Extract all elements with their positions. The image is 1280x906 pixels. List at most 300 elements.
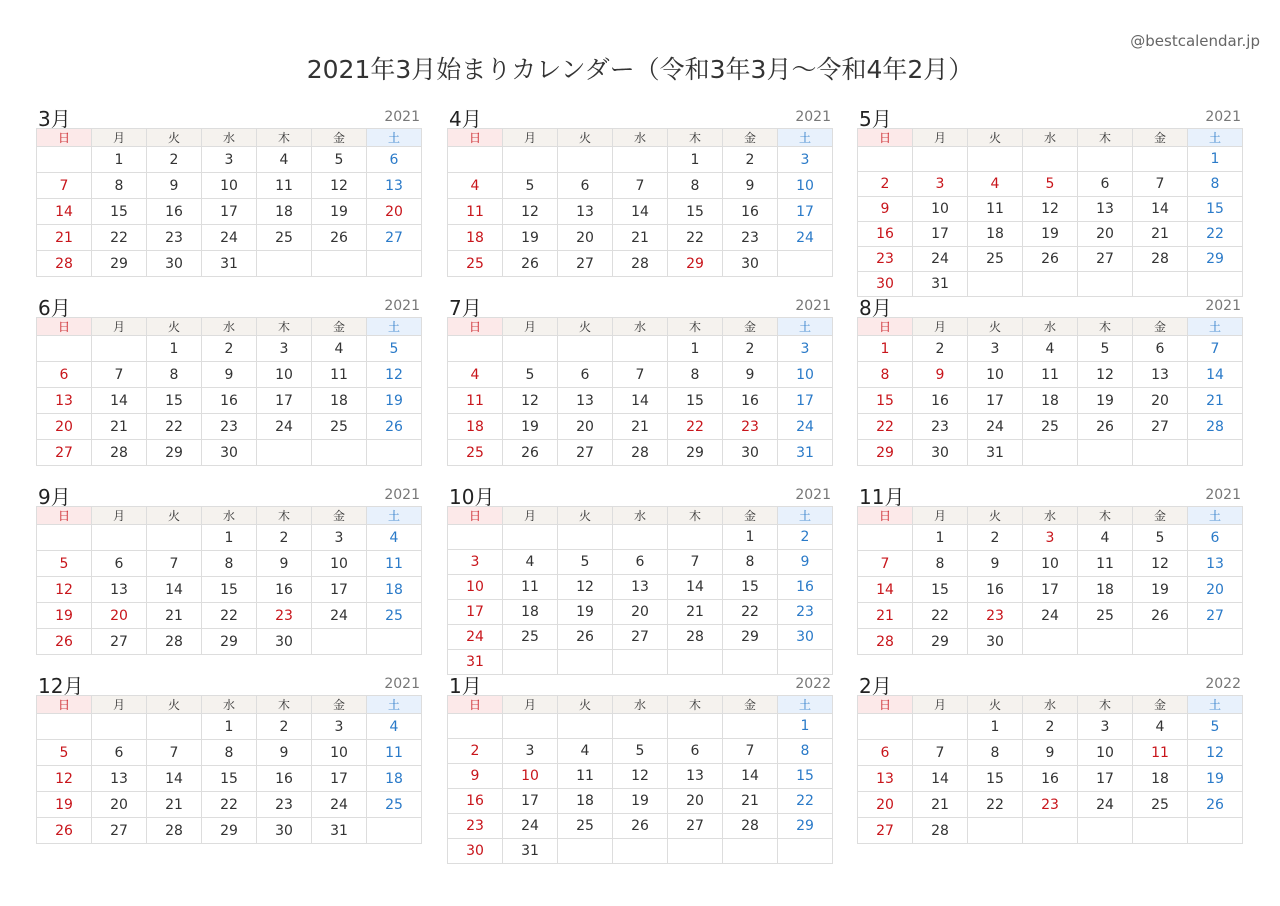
- weekday-header: 日: [858, 129, 913, 147]
- month-year: 2021: [1205, 487, 1241, 503]
- empty-cell: [778, 839, 833, 864]
- day-cell: 8: [723, 550, 778, 575]
- day-cell: 30: [448, 839, 503, 864]
- week-row: [858, 197, 1243, 222]
- month-header: [857, 296, 1243, 320]
- empty-cell: [668, 650, 723, 675]
- weekday-header: 水: [613, 507, 668, 525]
- weekday-header: 土: [1188, 696, 1243, 714]
- empty-cell: [37, 525, 92, 551]
- day-cell: 11: [448, 199, 503, 225]
- month-table: [36, 317, 422, 466]
- day-cell: 15: [668, 199, 723, 225]
- empty-cell: [558, 525, 613, 550]
- empty-cell: [448, 714, 503, 739]
- day-cell: 23: [913, 414, 968, 440]
- day-cell: 3: [968, 336, 1023, 362]
- empty-cell: [613, 336, 668, 362]
- week-row: [448, 714, 833, 739]
- weekday-header: 火: [558, 318, 613, 336]
- day-cell: 23: [778, 600, 833, 625]
- day-cell: 18: [503, 600, 558, 625]
- site-credit: @bestcalendar.jp: [1130, 32, 1260, 50]
- week-row: [448, 739, 833, 764]
- week-row: [858, 551, 1243, 577]
- weekday-header: 土: [367, 129, 422, 147]
- day-cell: 7: [613, 362, 668, 388]
- day-cell: 25: [1023, 414, 1078, 440]
- day-cell: 19: [1023, 222, 1078, 247]
- weekday-header: 木: [668, 507, 723, 525]
- weekday-header: 水: [202, 129, 257, 147]
- month-name: 4月: [449, 107, 482, 131]
- day-cell: 22: [668, 414, 723, 440]
- day-cell: 16: [257, 766, 312, 792]
- day-cell: 25: [1133, 792, 1188, 818]
- day-cell: 6: [613, 550, 668, 575]
- day-cell: 27: [1188, 603, 1243, 629]
- empty-cell: [558, 336, 613, 362]
- month-table: [447, 506, 833, 675]
- day-cell: 1: [147, 336, 202, 362]
- weekday-header-row: [37, 318, 422, 336]
- day-cell: 22: [92, 225, 147, 251]
- month-header: [36, 485, 422, 509]
- month-year: 2021: [1205, 298, 1241, 314]
- empty-cell: [1133, 147, 1188, 172]
- day-cell: 10: [778, 173, 833, 199]
- empty-cell: [147, 525, 202, 551]
- day-cell: 3: [312, 714, 367, 740]
- day-cell: 30: [723, 251, 778, 277]
- day-cell: 30: [913, 440, 968, 466]
- weekday-header: 金: [723, 507, 778, 525]
- day-cell: 12: [1188, 740, 1243, 766]
- month-block: [857, 297, 1243, 466]
- empty-cell: [503, 650, 558, 675]
- day-cell: 16: [1023, 766, 1078, 792]
- day-cell: 27: [668, 814, 723, 839]
- day-cell: 1: [92, 147, 147, 173]
- month-year: 2021: [1205, 109, 1241, 125]
- day-cell: 19: [367, 388, 422, 414]
- month-name: 6月: [38, 296, 71, 320]
- day-cell: 25: [968, 247, 1023, 272]
- weekday-header: 水: [1023, 129, 1078, 147]
- day-cell: 14: [147, 766, 202, 792]
- day-cell: 25: [312, 414, 367, 440]
- day-cell: 8: [92, 173, 147, 199]
- weekday-header: 土: [367, 318, 422, 336]
- week-row: [448, 173, 833, 199]
- day-cell: 17: [913, 222, 968, 247]
- day-cell: 14: [92, 388, 147, 414]
- day-cell: 21: [1133, 222, 1188, 247]
- day-cell: 19: [503, 225, 558, 251]
- weekday-header: 金: [723, 318, 778, 336]
- empty-cell: [778, 251, 833, 277]
- day-cell: 22: [147, 414, 202, 440]
- week-row: [858, 818, 1243, 844]
- day-cell: 8: [778, 739, 833, 764]
- empty-cell: [968, 818, 1023, 844]
- day-cell: 31: [202, 251, 257, 277]
- empty-cell: [613, 839, 668, 864]
- day-cell: 28: [613, 440, 668, 466]
- day-cell: 5: [367, 336, 422, 362]
- day-cell: 29: [913, 629, 968, 655]
- week-row: [858, 336, 1243, 362]
- weekday-header: 月: [503, 318, 558, 336]
- day-cell: 24: [448, 625, 503, 650]
- day-cell: 26: [1078, 414, 1133, 440]
- day-cell: 6: [92, 551, 147, 577]
- weekday-header: 金: [1133, 129, 1188, 147]
- weekday-header: 金: [1133, 696, 1188, 714]
- day-cell: 25: [257, 225, 312, 251]
- empty-cell: [613, 525, 668, 550]
- week-row: [37, 818, 422, 844]
- day-cell: 18: [448, 414, 503, 440]
- empty-cell: [37, 714, 92, 740]
- day-cell: 24: [968, 414, 1023, 440]
- day-cell: 1: [668, 336, 723, 362]
- day-cell: 2: [257, 714, 312, 740]
- day-cell: 26: [613, 814, 668, 839]
- month-name: 7月: [449, 296, 482, 320]
- day-cell: 17: [202, 199, 257, 225]
- day-cell: 18: [1133, 766, 1188, 792]
- day-cell: 16: [723, 388, 778, 414]
- month-name: 9月: [38, 485, 71, 509]
- day-cell: 17: [257, 388, 312, 414]
- empty-cell: [367, 818, 422, 844]
- month-block: [447, 675, 833, 864]
- day-cell: 15: [913, 577, 968, 603]
- day-cell: 31: [503, 839, 558, 864]
- day-cell: 13: [558, 388, 613, 414]
- day-cell: 24: [913, 247, 968, 272]
- month-block: [447, 108, 833, 277]
- day-cell: 7: [723, 739, 778, 764]
- day-cell: 31: [448, 650, 503, 675]
- day-cell: 20: [558, 414, 613, 440]
- day-cell: 23: [723, 414, 778, 440]
- day-cell: 6: [1133, 336, 1188, 362]
- day-cell: 11: [1078, 551, 1133, 577]
- empty-cell: [778, 650, 833, 675]
- month-name: 3月: [38, 107, 71, 131]
- empty-cell: [668, 525, 723, 550]
- day-cell: 23: [723, 225, 778, 251]
- day-cell: 27: [858, 818, 913, 844]
- month-year: 2021: [795, 298, 831, 314]
- day-cell: 25: [503, 625, 558, 650]
- month-name: 11月: [859, 485, 905, 509]
- empty-cell: [913, 147, 968, 172]
- weekday-header: 木: [1078, 318, 1133, 336]
- week-row: [448, 550, 833, 575]
- week-row: [448, 362, 833, 388]
- week-row: [37, 525, 422, 551]
- day-cell: 3: [778, 336, 833, 362]
- day-cell: 11: [257, 173, 312, 199]
- day-cell: 18: [1023, 388, 1078, 414]
- day-cell: 3: [202, 147, 257, 173]
- weekday-header: 月: [913, 318, 968, 336]
- week-row: [858, 222, 1243, 247]
- day-cell: 2: [778, 525, 833, 550]
- week-row: [448, 814, 833, 839]
- day-cell: 9: [778, 550, 833, 575]
- weekday-header: 木: [1078, 507, 1133, 525]
- day-cell: 7: [1188, 336, 1243, 362]
- day-cell: 18: [257, 199, 312, 225]
- empty-cell: [1188, 629, 1243, 655]
- month-block: [857, 675, 1243, 844]
- day-cell: 10: [1023, 551, 1078, 577]
- day-cell: 2: [858, 172, 913, 197]
- month-header: [447, 107, 833, 131]
- day-cell: 5: [503, 362, 558, 388]
- day-cell: 4: [968, 172, 1023, 197]
- week-row: [37, 792, 422, 818]
- weekday-header: 土: [367, 507, 422, 525]
- day-cell: 29: [202, 629, 257, 655]
- day-cell: 21: [37, 225, 92, 251]
- day-cell: 5: [1078, 336, 1133, 362]
- day-cell: 10: [968, 362, 1023, 388]
- day-cell: 4: [448, 362, 503, 388]
- day-cell: 22: [913, 603, 968, 629]
- day-cell: 4: [1133, 714, 1188, 740]
- weekday-header: 土: [1188, 507, 1243, 525]
- day-cell: 8: [202, 551, 257, 577]
- day-cell: 6: [668, 739, 723, 764]
- empty-cell: [147, 714, 202, 740]
- empty-cell: [1078, 147, 1133, 172]
- week-row: [448, 199, 833, 225]
- day-cell: 10: [1078, 740, 1133, 766]
- month-block: [36, 486, 422, 655]
- day-cell: 27: [558, 251, 613, 277]
- month-block: [447, 486, 833, 675]
- day-cell: 17: [778, 199, 833, 225]
- month-year: 2021: [384, 676, 420, 692]
- day-cell: 19: [503, 414, 558, 440]
- day-cell: 9: [257, 740, 312, 766]
- empty-cell: [1133, 440, 1188, 466]
- empty-cell: [503, 336, 558, 362]
- empty-cell: [613, 147, 668, 173]
- week-row: [858, 714, 1243, 740]
- weekday-header: 木: [257, 696, 312, 714]
- day-cell: 29: [147, 440, 202, 466]
- weekday-header: 日: [448, 696, 503, 714]
- weekday-header: 金: [723, 129, 778, 147]
- day-cell: 5: [503, 173, 558, 199]
- empty-cell: [858, 525, 913, 551]
- day-cell: 13: [37, 388, 92, 414]
- day-cell: 8: [147, 362, 202, 388]
- day-cell: 28: [147, 629, 202, 655]
- empty-cell: [1078, 818, 1133, 844]
- day-cell: 24: [312, 792, 367, 818]
- day-cell: 18: [558, 789, 613, 814]
- day-cell: 11: [1023, 362, 1078, 388]
- day-cell: 15: [1188, 197, 1243, 222]
- day-cell: 7: [147, 740, 202, 766]
- day-cell: 5: [37, 740, 92, 766]
- month-header: [36, 107, 422, 131]
- day-cell: 25: [448, 251, 503, 277]
- day-cell: 19: [37, 792, 92, 818]
- day-cell: 22: [202, 792, 257, 818]
- day-cell: 17: [312, 766, 367, 792]
- day-cell: 17: [1023, 577, 1078, 603]
- day-cell: 9: [257, 551, 312, 577]
- week-row: [37, 629, 422, 655]
- day-cell: 11: [312, 362, 367, 388]
- day-cell: 12: [613, 764, 668, 789]
- day-cell: 7: [858, 551, 913, 577]
- week-row: [448, 251, 833, 277]
- empty-cell: [257, 440, 312, 466]
- day-cell: 14: [723, 764, 778, 789]
- month-table: [857, 695, 1243, 844]
- day-cell: 31: [778, 440, 833, 466]
- day-cell: 20: [1188, 577, 1243, 603]
- day-cell: 27: [558, 440, 613, 466]
- day-cell: 23: [147, 225, 202, 251]
- day-cell: 1: [202, 714, 257, 740]
- weekday-header: 日: [448, 129, 503, 147]
- day-cell: 17: [448, 600, 503, 625]
- day-cell: 18: [448, 225, 503, 251]
- day-cell: 1: [668, 147, 723, 173]
- weekday-header: 月: [913, 507, 968, 525]
- day-cell: 14: [147, 577, 202, 603]
- day-cell: 27: [37, 440, 92, 466]
- month-table: [447, 695, 833, 864]
- weekday-header-row: [448, 696, 833, 714]
- day-cell: 22: [668, 225, 723, 251]
- week-row: [858, 766, 1243, 792]
- day-cell: 21: [613, 414, 668, 440]
- day-cell: 26: [503, 251, 558, 277]
- day-cell: 28: [913, 818, 968, 844]
- weekday-header: 水: [613, 318, 668, 336]
- day-cell: 12: [312, 173, 367, 199]
- month-name: 10月: [449, 485, 495, 509]
- weekday-header: 日: [37, 129, 92, 147]
- weekday-header: 木: [257, 129, 312, 147]
- month-block: [36, 297, 422, 466]
- day-cell: 15: [668, 388, 723, 414]
- day-cell: 10: [312, 551, 367, 577]
- day-cell: 29: [668, 440, 723, 466]
- day-cell: 19: [1133, 577, 1188, 603]
- week-row: [448, 388, 833, 414]
- empty-cell: [1023, 440, 1078, 466]
- day-cell: 25: [1078, 603, 1133, 629]
- week-row: [858, 577, 1243, 603]
- empty-cell: [668, 714, 723, 739]
- day-cell: 26: [558, 625, 613, 650]
- day-cell: 18: [968, 222, 1023, 247]
- weekday-header: 日: [37, 318, 92, 336]
- empty-cell: [1133, 629, 1188, 655]
- week-row: [37, 199, 422, 225]
- day-cell: 19: [613, 789, 668, 814]
- empty-cell: [1133, 272, 1188, 297]
- day-cell: 27: [92, 818, 147, 844]
- day-cell: 3: [1078, 714, 1133, 740]
- day-cell: 3: [312, 525, 367, 551]
- day-cell: 24: [503, 814, 558, 839]
- weekday-header: 木: [1078, 129, 1133, 147]
- week-row: [858, 792, 1243, 818]
- day-cell: 7: [913, 740, 968, 766]
- day-cell: 1: [913, 525, 968, 551]
- week-row: [448, 414, 833, 440]
- week-row: [858, 388, 1243, 414]
- day-cell: 24: [1023, 603, 1078, 629]
- empty-cell: [558, 650, 613, 675]
- day-cell: 14: [1188, 362, 1243, 388]
- day-cell: 28: [37, 251, 92, 277]
- empty-cell: [558, 147, 613, 173]
- weekday-header: 月: [503, 507, 558, 525]
- empty-cell: [1133, 818, 1188, 844]
- empty-cell: [1023, 629, 1078, 655]
- day-cell: 1: [968, 714, 1023, 740]
- day-cell: 5: [1023, 172, 1078, 197]
- day-cell: 4: [1078, 525, 1133, 551]
- day-cell: 3: [1023, 525, 1078, 551]
- weekday-header-row: [448, 129, 833, 147]
- week-row: [37, 225, 422, 251]
- weekday-header: 水: [613, 696, 668, 714]
- day-cell: 29: [723, 625, 778, 650]
- day-cell: 25: [448, 440, 503, 466]
- day-cell: 7: [613, 173, 668, 199]
- empty-cell: [312, 629, 367, 655]
- day-cell: 14: [913, 766, 968, 792]
- day-cell: 14: [37, 199, 92, 225]
- empty-cell: [367, 629, 422, 655]
- empty-cell: [448, 147, 503, 173]
- day-cell: 8: [968, 740, 1023, 766]
- month-name: 1月: [449, 674, 482, 698]
- weekday-header: 月: [92, 507, 147, 525]
- day-cell: 6: [367, 147, 422, 173]
- day-cell: 15: [92, 199, 147, 225]
- day-cell: 9: [968, 551, 1023, 577]
- week-row: [858, 362, 1243, 388]
- weekday-header: 土: [778, 318, 833, 336]
- day-cell: 26: [312, 225, 367, 251]
- day-cell: 13: [367, 173, 422, 199]
- empty-cell: [367, 440, 422, 466]
- week-row: [858, 440, 1243, 466]
- week-row: [448, 525, 833, 550]
- day-cell: 30: [147, 251, 202, 277]
- day-cell: 22: [202, 603, 257, 629]
- weekday-header: 土: [1188, 129, 1243, 147]
- day-cell: 13: [858, 766, 913, 792]
- day-cell: 7: [1133, 172, 1188, 197]
